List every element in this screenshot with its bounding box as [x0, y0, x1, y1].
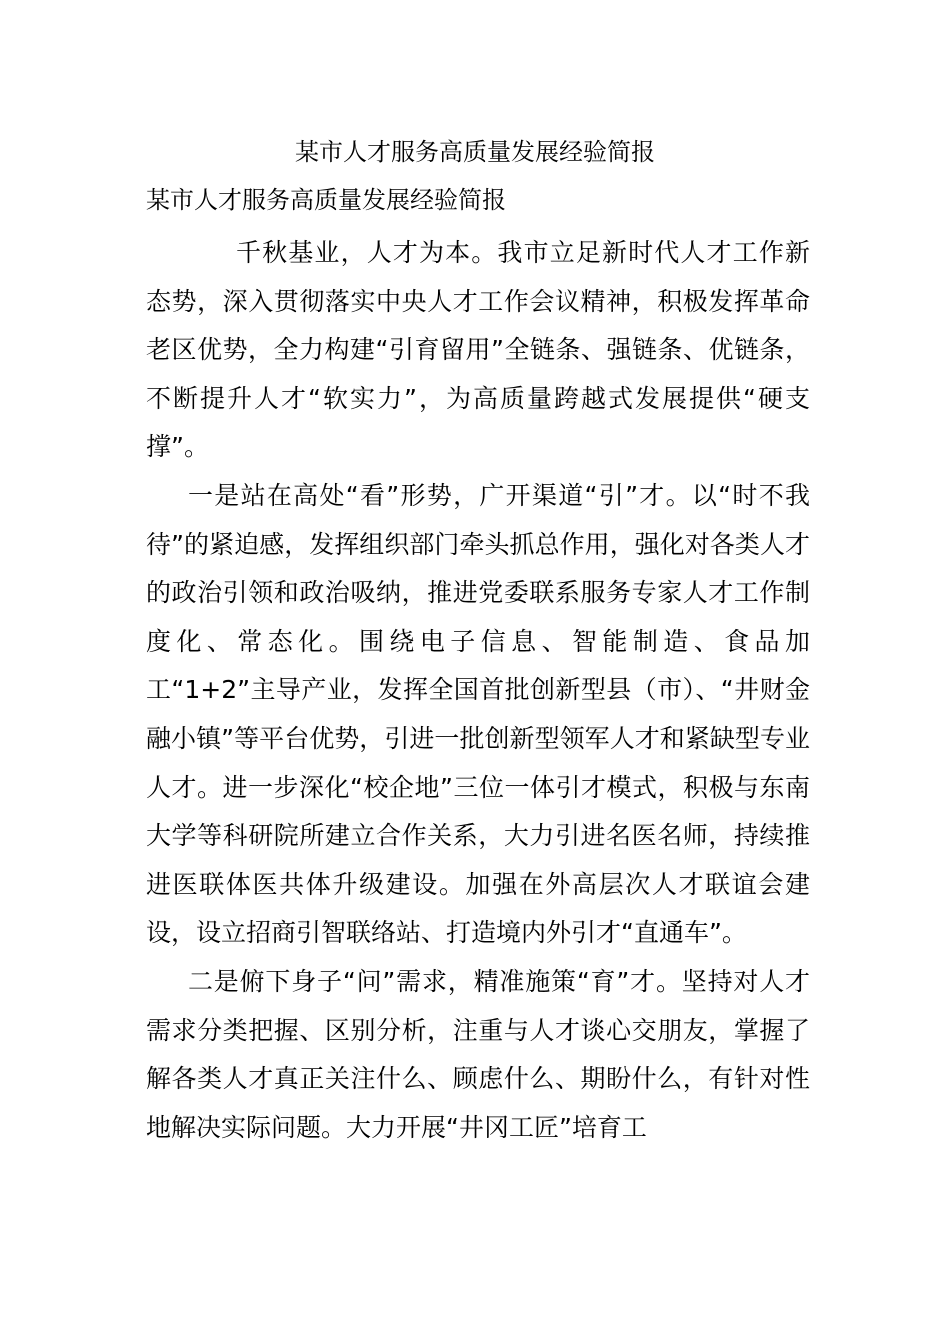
paragraph-intro: 千秋基业，人才为本。我市立足新时代人才工作新态势，深入贯彻落实中央人才工作会议精神，积极发挥革命老区优势，全力构建“引育留用”全链条、强链条、优链条，不断提升人才“软实力”，为高质量跨越式发展提供“硬支撑”。: [146, 238, 810, 462]
document-title: 某市人才服务高质量发展经验简报: [295, 138, 655, 166]
document-body: [146, 229, 810, 1152]
document-subtitle: 某市人才服务高质量发展经验简报: [146, 186, 506, 214]
paragraph-cultivate-talent: 二是俯下身子“问”需求，精准施策“育”才。坚持对人才需求分类把握、区别分析，注重与人才谈心交朋友，掌握了解各类人才真正关注什么、顾虑什么、期盼什么，有针对性地解决实际问题。大力开展“井冈工匠”培育工: [146, 966, 810, 1142]
paragraph-attract-talent: 一是站在高处“看”形势，广开渠道“引”才。以“时不我待”的紧迫感，发挥组织部门牵头抓总作用，强化对各类人才的政治引领和政治吸纳，推进党委联系服务专家人才工作制度化、常态化。围绕电子信息、智能制造、食品加工“1+2”主导产业，发挥全国首批创新型县（市）、“井财金融小镇”等平台优势，引进一批创新型领军人才和紧缺型专业人才。进一步深化“校企地”三位一体引才模式，积极与东南大学等科研院所建立合作关系，大力引进名医名师，持续推进医联体医共体升级建设。加强在外高层次人才联谊会建设，设立招商引智联络站、打造境内外引才“直通车”。: [146, 480, 810, 948]
